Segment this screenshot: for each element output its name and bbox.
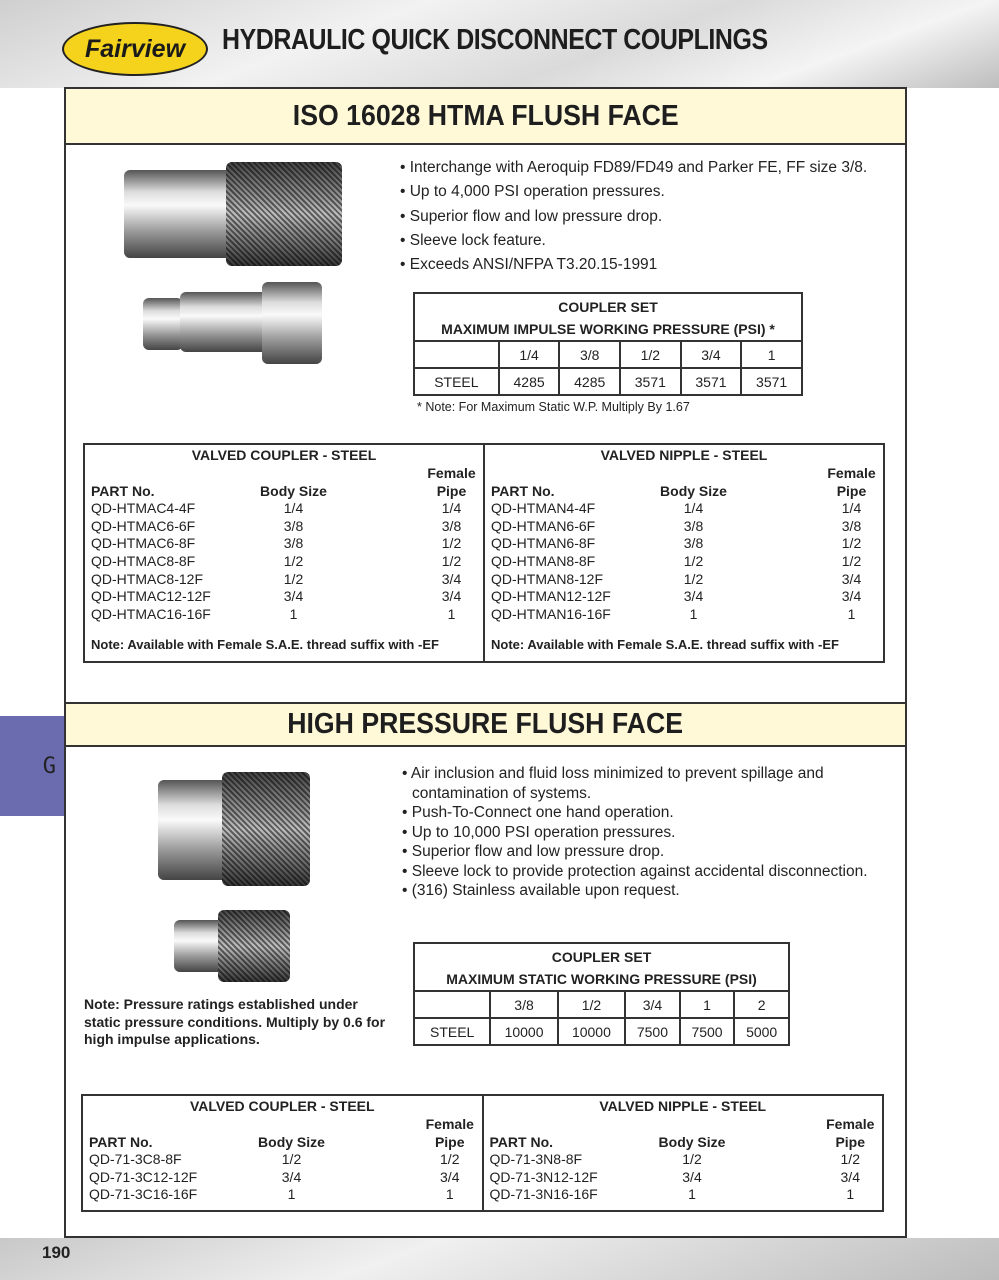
female-pipe: 1/4 [841, 500, 862, 517]
body-size: 1 [688, 1186, 696, 1203]
part-number: QD-71-3C8-8F [89, 1151, 182, 1168]
section1-features [400, 156, 900, 277]
feature-bullet: • Push-To-Connect one hand operation. [402, 804, 674, 821]
spec-title-line2: MAXIMUM STATIC WORKING PRESSURE (PSI) [446, 971, 757, 987]
body-size: 1/2 [682, 1151, 702, 1168]
spec-size-header: 1/2 [558, 991, 625, 1018]
spec-size-header: 1 [741, 341, 802, 368]
col-header-body: Body Size [260, 482, 327, 499]
table-row [491, 571, 877, 589]
col-header-pipe: Pipe [434, 1133, 465, 1150]
body-size: 3/8 [283, 535, 304, 552]
section2-title: HIGH PRESSURE FLUSH FACE [287, 708, 684, 740]
feature-bullet: • Up to 10,000 PSI operation pressures. [402, 823, 676, 841]
header-row [89, 1116, 476, 1134]
feature-bullet: • (316) Stainless available upon request. [402, 882, 680, 899]
section1-spec-note: * Note: For Maximum Static W.P. Multiply By 1.67 [417, 400, 690, 414]
header-row [491, 465, 877, 483]
spec-size-header: 3/4 [681, 341, 742, 368]
valved-nipple-table [482, 1096, 883, 1210]
spec-size-header: 1/2 [620, 341, 681, 368]
body-size: 1/2 [683, 570, 704, 587]
body-size: 3/4 [283, 588, 304, 605]
table-row [89, 1151, 476, 1169]
female-pipe: 3/4 [441, 570, 462, 587]
col-header-body: Body Size [658, 1133, 726, 1150]
part-number: QD-HTMAC16-16F [91, 605, 211, 622]
body-size: 1/2 [283, 552, 304, 569]
spec-row-label: STEEL [414, 1018, 490, 1045]
section2-title-band [64, 702, 907, 747]
valved-coupler-table [83, 1096, 482, 1210]
spec-corner-cell [414, 991, 490, 1018]
spec-value: 7500 [625, 1018, 680, 1045]
table-row [91, 535, 477, 553]
part-number: QD-HTMAN6-8F [491, 535, 596, 552]
spec-value: 3571 [620, 368, 681, 395]
body-size: 1 [287, 1186, 296, 1203]
section2-parts-tables [81, 1094, 884, 1212]
col-header-body: Body Size [660, 482, 727, 499]
part-number: QD-HTMAN8-12F [491, 570, 604, 587]
part-number: QD-HTMAC6-8F [91, 535, 196, 552]
part-number: QD-HTMAC8-12F [91, 570, 204, 587]
spec-size-header: 3/4 [625, 991, 680, 1018]
feature-bullet: • Sleeve lock feature. [400, 231, 546, 249]
spec-size-header: 3/8 [559, 341, 620, 368]
table-row [491, 500, 877, 518]
body-size: 1 [289, 605, 298, 622]
col-header-part: PART No. [89, 1133, 153, 1150]
spec-table-title [414, 943, 789, 991]
col-spacer [231, 465, 356, 483]
spec-title-line2: MAXIMUM IMPULSE WORKING PRESSURE (PSI) * [441, 321, 775, 337]
valved-coupler-table [85, 445, 483, 661]
female-pipe: 1 [847, 605, 856, 622]
table-row [490, 1151, 877, 1169]
page-number: 190 [42, 1243, 71, 1262]
col-header-female: Female [425, 1116, 474, 1132]
section2-side-note: Note: Pressure ratings established under static pressure conditions. Multiply by 0.6 for high impulse applications. [84, 996, 386, 1047]
table-row [491, 588, 877, 606]
body-size: 3/4 [683, 588, 704, 605]
spec-value: 3571 [741, 368, 802, 395]
feature-bullet: • Exceeds ANSI/NFPA T3.20.15-1991 [400, 256, 658, 274]
spec-size-header: 1 [680, 991, 735, 1018]
header-row [491, 483, 877, 501]
table-row [491, 606, 877, 624]
table-row [490, 1186, 877, 1204]
body-size: 3/8 [283, 517, 304, 534]
header-row [89, 1134, 476, 1152]
col-header-part: PART No. [91, 482, 155, 499]
female-pipe: 1/2 [441, 552, 462, 569]
female-pipe: 3/4 [840, 1168, 860, 1185]
female-pipe: 3/8 [841, 517, 862, 534]
section1-parts-tables [83, 443, 885, 663]
table-title: VALVED COUPLER - STEEL [191, 447, 377, 463]
part-number: QD-71-3C16-16F [89, 1186, 198, 1203]
female-pipe: 1 [846, 1186, 855, 1203]
table-row [91, 606, 477, 624]
col-header-part: PART No. [491, 482, 555, 499]
table-row [491, 553, 877, 571]
body-size: 3/4 [281, 1168, 302, 1185]
table-note: Note: Available with Female S.A.E. thread suffix with -EF [491, 637, 839, 653]
col-spacer [631, 465, 756, 483]
table-row [491, 518, 877, 536]
section1-pressure-table [413, 292, 803, 396]
col-header-body: Body Size [258, 1133, 325, 1150]
header-row [490, 1134, 877, 1152]
body-size: 3/4 [682, 1168, 702, 1185]
spec-value: 4285 [559, 368, 620, 395]
feature-bullet: • Superior flow and low pressure drop. [402, 843, 665, 860]
body-size: 1/4 [283, 500, 304, 517]
valved-nipple-table [483, 445, 883, 661]
table-row [490, 1169, 877, 1187]
header-row [91, 483, 477, 501]
col-spacer [89, 1116, 229, 1134]
body-size: 1/2 [683, 552, 704, 569]
part-number: QD-71-3N12-12F [489, 1168, 598, 1185]
table-row [91, 588, 477, 606]
part-number: QD-HTMAN6-6F [491, 517, 596, 534]
body-size: 1 [689, 605, 698, 622]
female-pipe: 1/4 [441, 500, 462, 517]
part-number: QD-HTMAC4-4F [91, 500, 196, 517]
feature-bullet: • Air inclusion and fluid loss minimized to prevent spillage and contamination of systems. [402, 765, 824, 802]
body-size: 3/8 [683, 535, 704, 552]
feature-bullet: • Superior flow and low pressure drop. [400, 207, 663, 225]
page-title: HYDRAULIC QUICK DISCONNECT COUPLINGS [222, 24, 768, 56]
section-tab[interactable]: G [0, 716, 64, 816]
part-number: QD-71-3N16-16F [489, 1186, 598, 1203]
female-pipe: 1/2 [840, 1151, 860, 1168]
section1-title: ISO 16028 HTMA FLUSH FACE [292, 99, 679, 132]
female-pipe: 3/4 [441, 588, 462, 605]
spec-value: 10000 [490, 1018, 557, 1045]
footer-band [0, 1238, 999, 1280]
female-pipe: 1/2 [440, 1151, 460, 1168]
spec-value: 7500 [680, 1018, 735, 1045]
fairview-logo [62, 22, 208, 76]
female-pipe: 3/4 [440, 1168, 460, 1185]
table-row [91, 500, 477, 518]
female-pipe: 3/4 [841, 588, 862, 605]
col-spacer [630, 1116, 755, 1134]
col-header-pipe: Pipe [835, 1133, 866, 1150]
col-spacer [91, 465, 231, 483]
spec-corner-cell [414, 341, 499, 368]
part-number: QD-HTMAN8-8F [491, 552, 596, 569]
female-pipe: 1/2 [841, 552, 862, 569]
col-header-female: Female [827, 465, 876, 481]
body-size: 3/8 [683, 517, 704, 534]
table-row [491, 535, 877, 553]
table-row [91, 518, 477, 536]
spec-row-label: STEEL [414, 368, 499, 395]
spec-value: 3571 [681, 368, 742, 395]
table-title: VALVED NIPPLE - STEEL [599, 1098, 767, 1114]
part-number: QD-71-3N8-8F [489, 1151, 583, 1168]
col-header-pipe: Pipe [836, 482, 867, 499]
female-pipe: 1 [445, 1186, 454, 1203]
spec-title-line1: COUPLER SET [558, 299, 658, 315]
feature-bullet: • Up to 4,000 PSI operation pressures. [400, 183, 665, 201]
col-spacer [229, 1116, 354, 1134]
spec-size-header: 1/4 [499, 341, 560, 368]
part-number: QD-HTMAN16-16F [491, 605, 611, 622]
body-size: 1/2 [281, 1151, 302, 1168]
col-spacer [491, 465, 631, 483]
spec-table-title [414, 293, 802, 341]
table-row [89, 1186, 476, 1204]
part-number: QD-HTMAC6-6F [91, 517, 196, 534]
part-number: QD-HTMAC12-12F [91, 588, 211, 605]
female-pipe: 3/8 [441, 517, 462, 534]
table-row [91, 553, 477, 571]
header-row [490, 1116, 877, 1134]
body-size: 1/2 [283, 570, 304, 587]
part-number: QD-71-3C12-12F [89, 1168, 198, 1185]
spec-value: 5000 [734, 1018, 789, 1045]
col-header-female: Female [826, 1116, 875, 1132]
brand-name: Fairview [84, 34, 186, 63]
table-row [91, 571, 477, 589]
part-number: QD-HTMAC8-8F [91, 552, 196, 569]
col-header-female: Female [427, 465, 476, 481]
spec-size-header: 3/8 [490, 991, 557, 1018]
female-pipe: 3/4 [841, 570, 862, 587]
female-pipe: 1/2 [441, 535, 462, 552]
female-pipe: 1/2 [841, 535, 862, 552]
section1-title-band [64, 87, 907, 145]
part-number: QD-HTMAN12-12F [491, 588, 611, 605]
spec-size-header: 2 [734, 991, 789, 1018]
spec-value: 10000 [558, 1018, 625, 1045]
col-spacer [490, 1116, 630, 1134]
body-size: 1/4 [683, 500, 704, 517]
table-title: VALVED NIPPLE - STEEL [600, 447, 768, 463]
table-row [89, 1169, 476, 1187]
feature-bullet: • Interchange with Aeroquip FD89/FD49 and Parker FE, FF size 3/8. [400, 159, 868, 176]
section2-features [402, 764, 897, 901]
part-number: QD-HTMAN4-4F [491, 500, 596, 517]
spec-title-line1: COUPLER SET [551, 949, 652, 965]
table-title: VALVED COUPLER - STEEL [189, 1098, 375, 1114]
section2-pressure-table [413, 942, 790, 1046]
col-header-pipe: Pipe [436, 482, 467, 499]
table-note: Note: Available with Female S.A.E. thread suffix with -EF [91, 637, 439, 653]
female-pipe: 1 [447, 605, 456, 622]
col-header-part: PART No. [489, 1133, 554, 1150]
header-row [91, 465, 477, 483]
feature-bullet: • Sleeve lock to provide protection against accidental disconnection. [402, 862, 868, 880]
spec-value: 4285 [499, 368, 560, 395]
